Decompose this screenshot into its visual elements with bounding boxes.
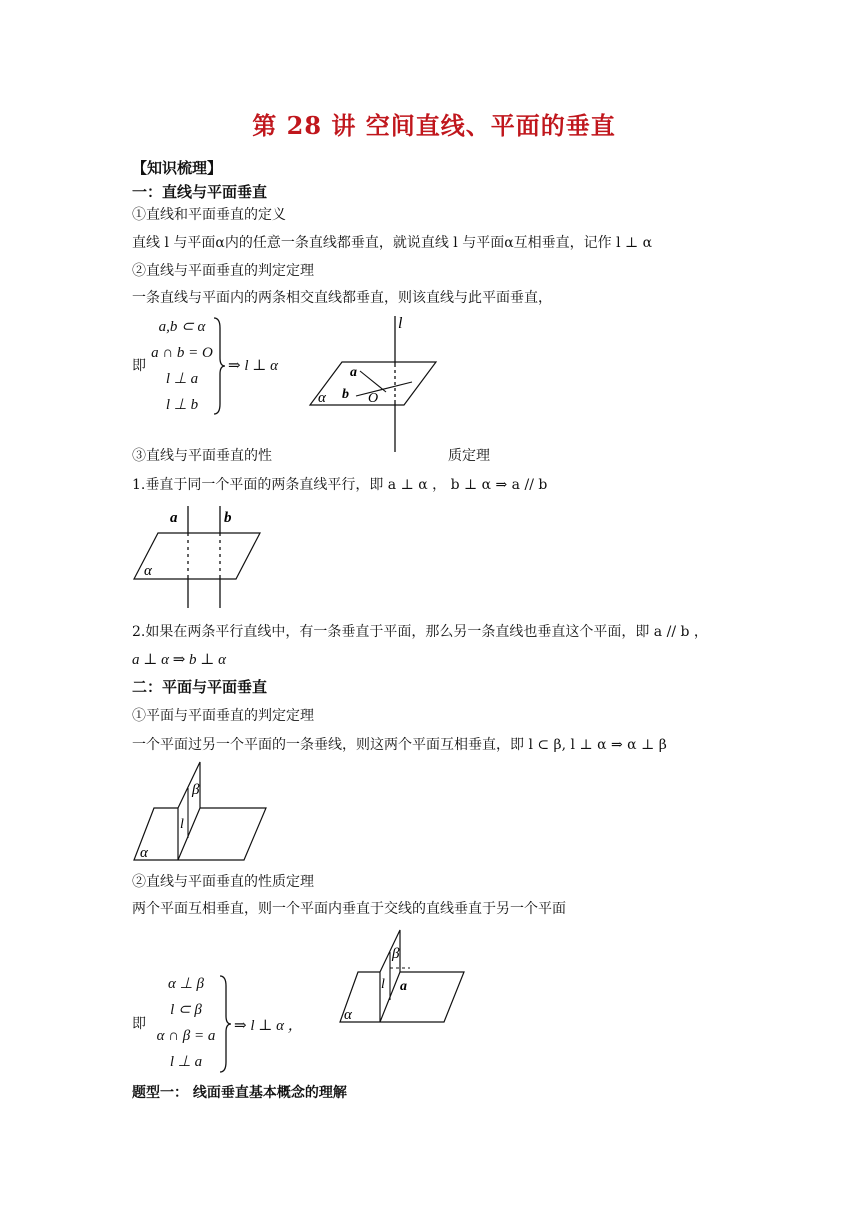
- part1-prop-title: ③直线与平面垂直的性: [132, 448, 272, 464]
- prop-conditions: [146, 971, 226, 1075]
- prop-condition-1: α ⊥ β: [168, 976, 204, 992]
- part1-prop-title-tail: 质定理: [448, 448, 490, 464]
- part1-heading: 一：直线与平面垂直: [132, 183, 268, 201]
- part2-judge-text: 一个平面过另一个平面的一条垂线，则这两个平面互相垂直，即 l ⊂ β, l ⊥ α ⇒ α ⊥ β: [132, 737, 667, 753]
- fig2-label-alpha: α: [144, 563, 152, 579]
- part1-prop1-text: 1.垂直于同一个平面的两条直线平行，即 a ⊥ α ， b ⊥ α ⇒ a // b: [132, 477, 548, 493]
- prop-result: ⇒ l ⊥ α ，: [234, 1018, 303, 1034]
- part1-def-title: ①直线和平面垂直的定义: [132, 207, 286, 223]
- condition-2: a ∩ b = O: [151, 345, 213, 361]
- part1-judge-title: ②直线与平面垂直的判定定理: [132, 263, 314, 279]
- fig4-label-alpha: α: [344, 1007, 352, 1023]
- part1-prop2-text: 2.如果在两条平行直线中，有一条垂直于平面，那么另一条直线也垂直这个平面，即 a // b ，: [132, 624, 708, 640]
- part2-heading: 二：平面与平面垂直: [132, 678, 268, 696]
- ji-label-1: 即: [132, 358, 146, 374]
- ji-label-2: 即: [132, 1016, 146, 1032]
- right-brace-1: [212, 316, 226, 416]
- question-type-heading: 题型一： 线面垂直基本概念的理解: [132, 1085, 347, 1101]
- section-header: 【知识梳理】: [132, 159, 223, 177]
- condition-3: l ⊥ a: [165, 371, 199, 387]
- condition-4: l ⊥ b: [165, 397, 199, 413]
- part2-prop-title: ②直线与平面垂直的性质定理: [132, 874, 314, 890]
- figure-plane-perpendicular-property: [338, 928, 466, 1024]
- part2-prop-text: 两个平面互相垂直，则一个平面内垂直于交线的直线垂直于另一个平面: [132, 901, 566, 917]
- prop-condition-4: l ⊥ a: [169, 1054, 203, 1070]
- figure-parallel-perpendicular-lines: [132, 504, 266, 610]
- judge-conditions: [146, 314, 218, 418]
- fig1-label-o: O: [368, 391, 379, 406]
- fig1-label-l: l: [398, 315, 403, 332]
- figure-line-plane-perpendicular: [308, 314, 438, 454]
- fig1-label-a: a: [350, 365, 357, 380]
- fig3-label-beta: β: [192, 782, 200, 798]
- part2-judge-title: ①平面与平面垂直的判定定理: [132, 708, 314, 724]
- prop-condition-3: α ∩ β = a: [156, 1028, 216, 1044]
- fig1-label-alpha: α: [318, 390, 326, 406]
- fig4-label-l: l: [381, 977, 385, 992]
- fig2-label-a: a: [170, 510, 178, 526]
- part1-def-text: 直线 l 与平面α内的任意一条直线都垂直，就说直线 l 与平面α互相垂直，记作 l ⊥ α: [132, 235, 653, 251]
- page-title: 第 28 讲 空间直线、平面的垂直: [252, 111, 616, 140]
- fig4-label-a: a: [400, 979, 407, 994]
- fig1-label-b: b: [342, 387, 349, 402]
- right-brace-2: [218, 974, 232, 1074]
- part1-judge-text: 一条直线与平面内的两条相交直线都垂直，则该直线与此平面垂直，: [132, 290, 552, 306]
- fig3-label-alpha: α: [140, 845, 148, 861]
- fig2-label-b: b: [224, 510, 232, 526]
- judge-result: ⇒ l ⊥ α: [228, 358, 278, 374]
- figure-plane-plane-perpendicular: [132, 760, 268, 862]
- fig4-label-beta: β: [392, 946, 400, 962]
- part1-prop2-formula: a ⊥ α ⇒ b ⊥ α: [132, 652, 227, 668]
- fig3-label-l: l: [180, 817, 184, 832]
- prop-condition-2: l ⊂ β: [170, 1002, 202, 1018]
- condition-1: a,b ⊂ α: [158, 319, 206, 335]
